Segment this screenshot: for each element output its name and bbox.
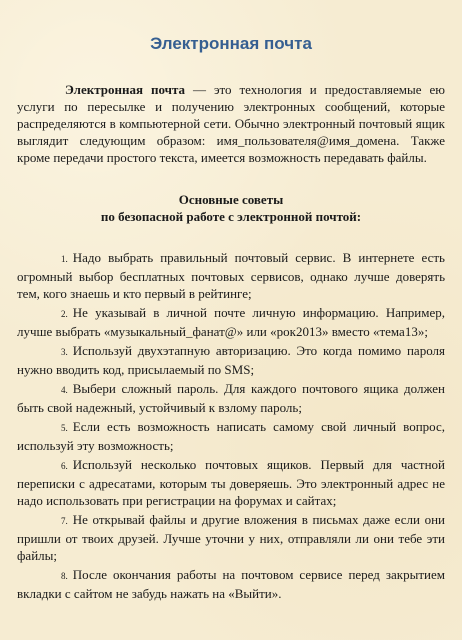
tip-text: После окончания работы на почтовом сервисе перед закрытием вкладки с сайтом не забудь нажать на «Выйти». [17,567,445,601]
page-title: Электронная почта [150,34,312,53]
tip-text: Надо выбрать правильный почтовый сервис. В интернете есть огромный выбор бесплатных почтовых сервисов, однако лучше доверять тем, кого знаешь и кто первый в рейтинге; [17,250,445,301]
tip-item [17,511,445,564]
tip-number: 7. [61,516,68,526]
tip-number: 2. [61,309,68,319]
tip-text: Используй двухэтапную авторизацию. Это когда помимо пароля нужно вводить код, присылаемый по SMS; [17,343,445,377]
tip-number: 6. [61,461,68,471]
tip-number: 3. [61,347,68,357]
tip-number: 4. [61,385,68,395]
tip-item [17,249,445,302]
tip-text: Не указывай в личной почте личную информацию. Например, лучше выбрать «музыкальный_фанат@» или «рок2013» вместо «тема13»; [17,305,445,339]
tip-text: Если есть возможность написать самому свой личный вопрос, используй эту возможность; [17,419,445,453]
tip-item [17,342,445,378]
intro-paragraph [17,81,445,166]
tip-number: 5. [61,423,68,433]
tip-item [17,456,445,509]
tip-text: Используй несколько почтовых ящиков. Первый для частной переписки с адресатами, которым ты доверяешь. Это электронный адрес не надо использовать при регистрации на форумах и сайтах; [17,457,445,508]
tip-text: Выбери сложный пароль. Для каждого почтового ящика должен быть свой надежный, устойчивый к взлому пароль; [17,381,445,415]
tip-item [17,418,445,454]
tip-text: Не открывай файлы и другие вложения в письмах даже если они пришли от твоих друзей. Лучше уточни у них, отправляли ли они тебе эти файлы; [17,512,445,563]
tip-item [17,304,445,340]
tips-heading [17,191,445,225]
intro-term: Электронная почта [65,82,185,97]
tips-heading-line1: Основные советы [178,192,284,207]
tips-list [17,249,445,602]
tip-item [17,566,445,602]
tip-number: 8. [61,571,68,581]
intro-text: — это технология и предоставляемые ею услуги по пересылке и получению электронных сообщений, которые распределяются в компьютерной сети. Обычно электронный почтовый ящик выглядит следующим образом: имя_пользователя@имя_домена. Также кроме передачи простого текста, имеется возможность передавать файлы. [17,82,445,165]
tip-number: 1. [61,254,68,264]
tip-item [17,380,445,416]
tips-heading-line2: по безопасной работе с электронной почтой: [100,209,362,224]
